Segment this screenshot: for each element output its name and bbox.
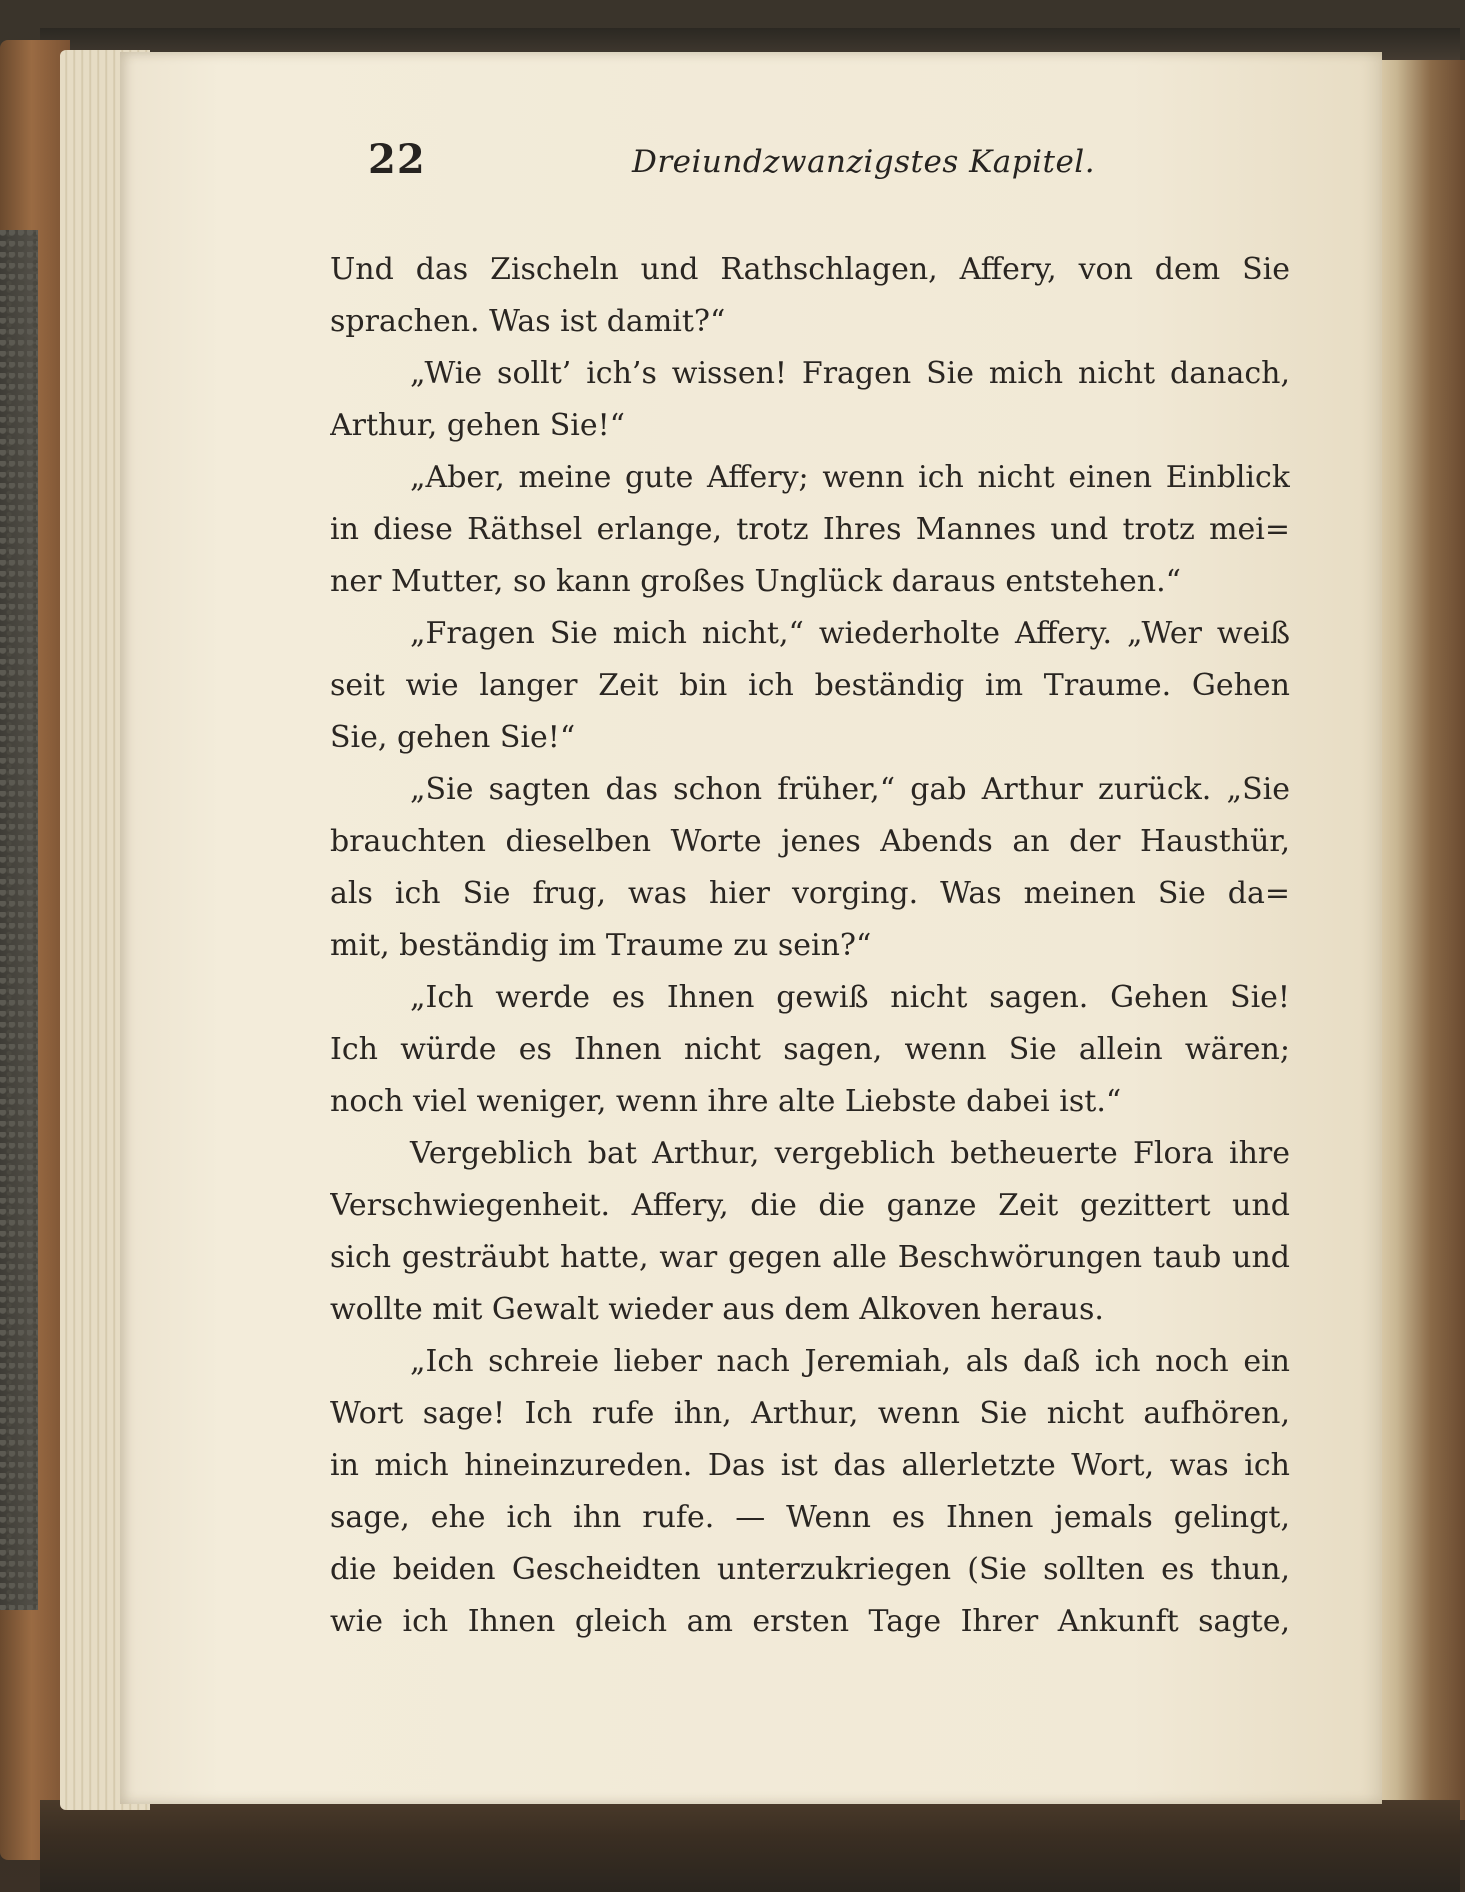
text-line: Arthur, gehen Sie!“: [330, 408, 626, 443]
text-line: Ich würde es Ihnen nicht sagen, wenn Sie allein wären;: [330, 1032, 1290, 1067]
text-line: Wort sage! Ich rufe ihn, Arthur, wenn Sie nicht aufhören,: [330, 1396, 1290, 1431]
text-line: ner Mutter, so kann großes Unglück daraus entstehen.“: [330, 564, 1181, 599]
text-line: „Aber, meine gute Affery; wenn ich nicht einen Einblick: [410, 460, 1290, 495]
page-number: 22: [368, 136, 426, 183]
text-line: wollte mit Gewalt wieder aus dem Alkoven heraus.: [330, 1292, 1104, 1327]
text-line: Sie, gehen Sie!“: [330, 720, 576, 755]
text-line: wie ich Ihnen gleich am ersten Tage Ihrer Ankunft sagte,: [330, 1604, 1290, 1639]
running-head: Dreiundzwanzigstes Kapitel.: [632, 144, 1096, 180]
text-line: brauchten dieselben Worte jenes Abends an der Hausthür,: [330, 824, 1290, 859]
text-line: „Wie sollt’ ich’s wissen! Fragen Sie mich nicht danach,: [410, 356, 1290, 391]
text-line: sprachen. Was ist damit?“: [330, 304, 726, 339]
book-cover-bottom: [40, 1800, 1460, 1892]
facing-page-edge: [1380, 60, 1465, 1820]
text-line: mit, beständig im Traume zu sein?“: [330, 928, 872, 963]
text-line: in mich hineinzureden. Das ist das allerletzte Wort, was ich: [330, 1448, 1290, 1483]
text-line: „Fragen Sie mich nicht,“ wiederholte Affery. „Wer weiß: [410, 616, 1290, 651]
body-text: [330, 244, 1290, 1648]
text-line: Verschwiegenheit. Affery, die die ganze Zeit gezittert und: [330, 1188, 1290, 1223]
text-line: sage, ehe ich ihn rufe. — Wenn es Ihnen jemals gelingt,: [330, 1500, 1290, 1535]
marbled-cover-board: [0, 230, 38, 1610]
page-header: [368, 136, 1096, 196]
text-line: Und das Zischeln und Rathschlagen, Affery, von dem Sie: [330, 252, 1290, 287]
text-line: die beiden Gescheidten unterzukriegen (Sie sollten es thun,: [330, 1552, 1290, 1587]
text-line: noch viel weniger, wenn ihre alte Liebste dabei ist.“: [330, 1084, 1122, 1119]
text-line: sich gesträubt hatte, war gegen alle Beschwörungen taub und: [330, 1240, 1290, 1275]
text-line: Vergeblich bat Arthur, vergeblich betheuerte Flora ihre: [410, 1136, 1290, 1171]
text-line: seit wie langer Zeit bin ich beständig im Traume. Gehen: [330, 668, 1290, 703]
text-line: „Sie sagten das schon früher,“ gab Arthur zurück. „Sie: [410, 772, 1290, 807]
text-line: als ich Sie frug, was hier vorging. Was meinen Sie da=: [330, 876, 1290, 911]
text-line: „Ich werde es Ihnen gewiß nicht sagen. Gehen Sie!: [410, 980, 1290, 1015]
text-line: in diese Räthsel erlange, trotz Ihres Mannes und trotz mei=: [330, 512, 1290, 547]
text-line: „Ich schreie lieber nach Jeremiah, als daß ich noch ein: [410, 1344, 1290, 1379]
